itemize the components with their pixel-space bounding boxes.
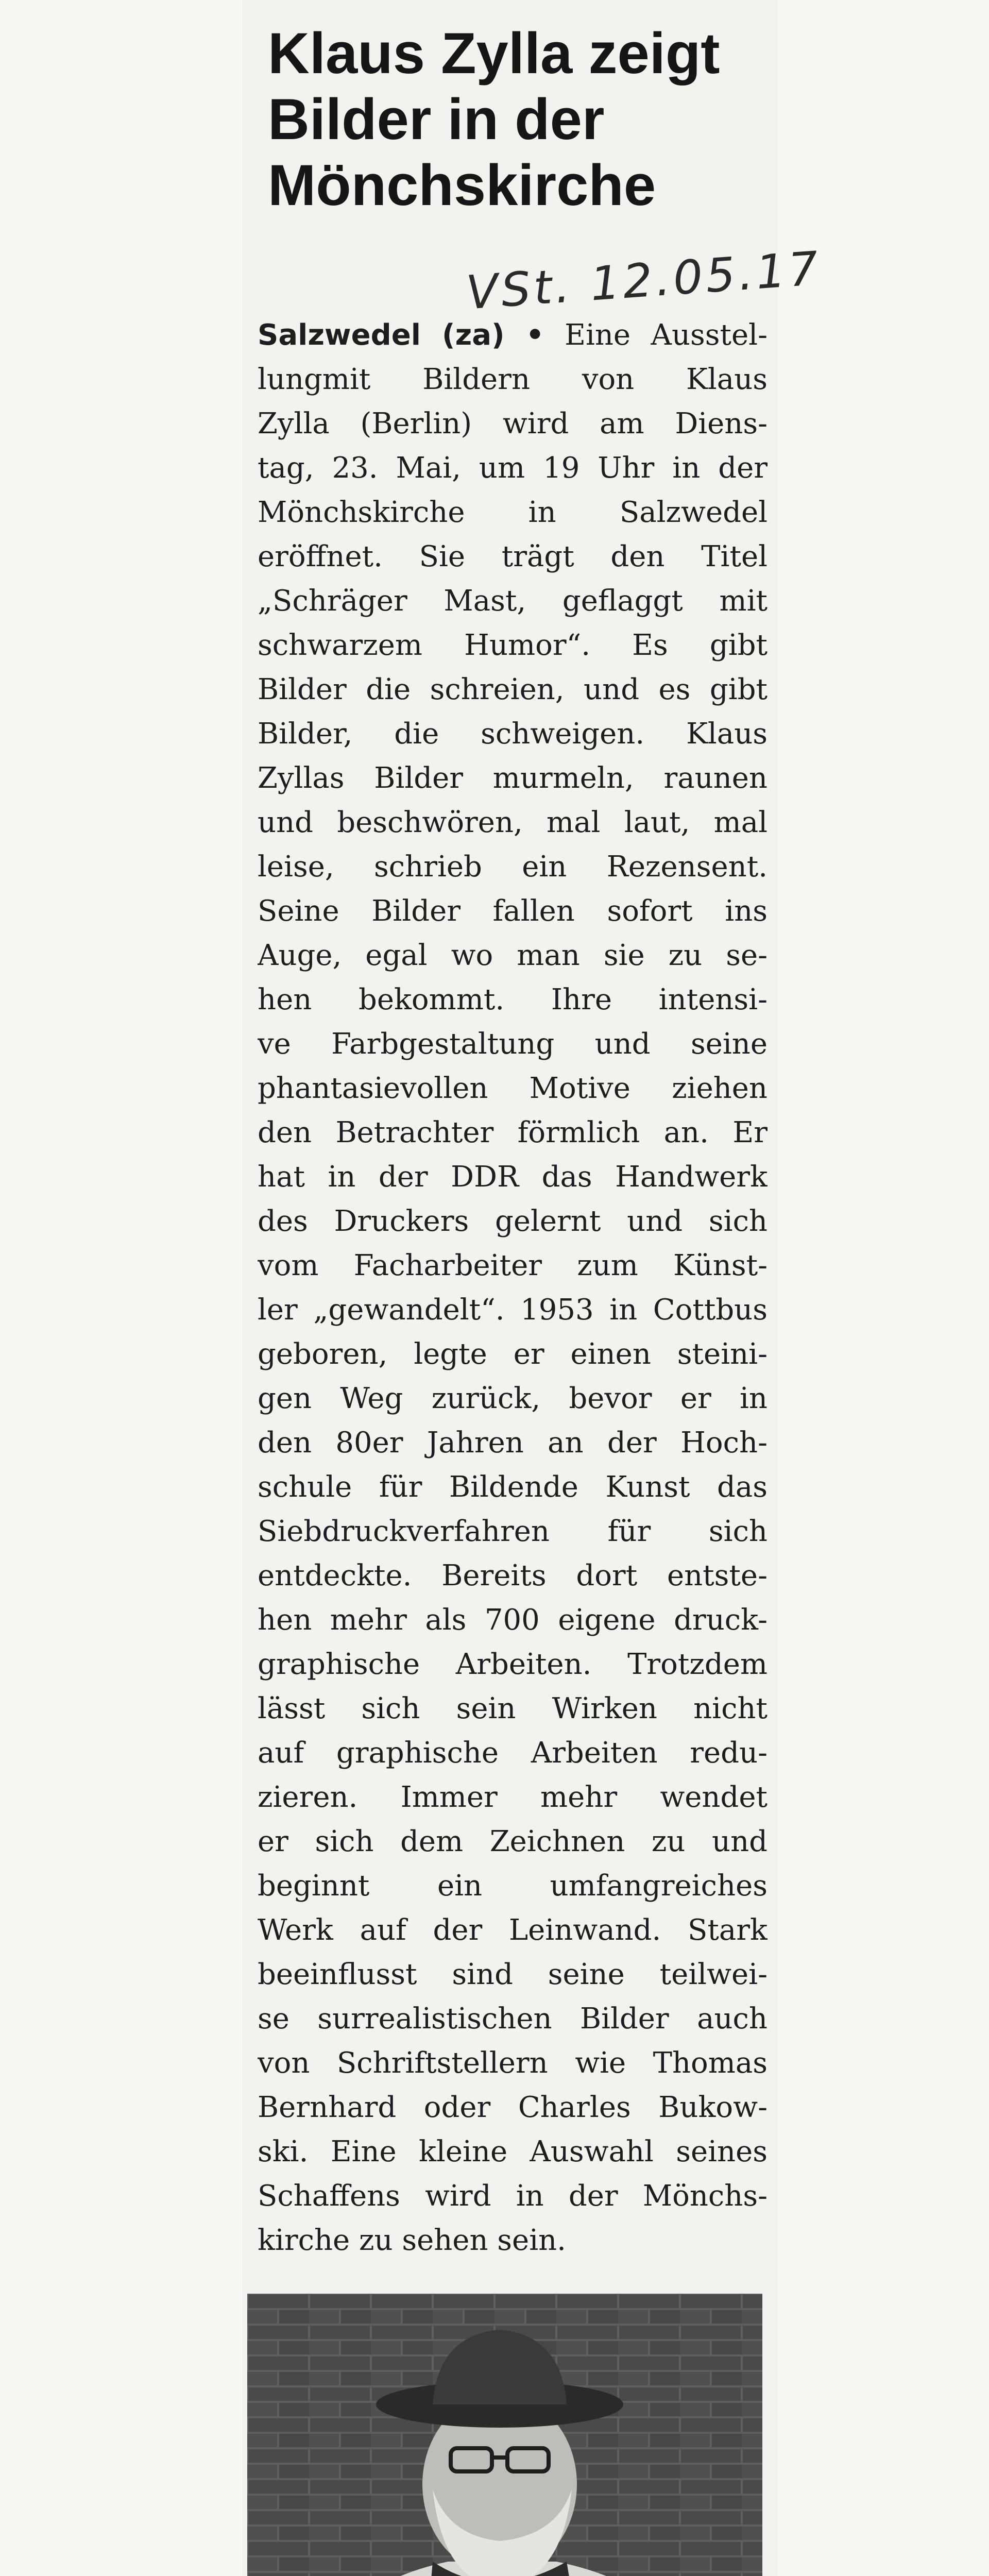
headline-line: Mönchskirche: [268, 153, 656, 217]
body-line: phantasievollen Motive ziehen: [258, 1072, 768, 1105]
body-line: er sich dem Zeichnen zu und: [258, 1825, 768, 1858]
headline: [268, 21, 762, 218]
body-line: Schaffens wird in der Mönchs-: [258, 2179, 768, 2213]
body-line: leise, schrieb ein Rezensent.: [258, 850, 768, 884]
body-line: lässt sich sein Wirken nicht: [258, 1692, 768, 1725]
body-line: den 80er Jahren an der Hoch-: [258, 1426, 768, 1460]
body-line-text: Eine Ausstel-: [544, 318, 768, 352]
body-line: Zyllas Bilder murmeln, raunen: [258, 761, 768, 795]
body-line: vom Facharbeiter zum Künst-: [258, 1249, 768, 1282]
body-line: kirche zu sehen sein.: [258, 2224, 566, 2257]
body-line: zieren. Immer mehr wendet: [258, 1781, 768, 1814]
body-line: und beschwören, mal laut, mal: [258, 806, 768, 839]
dateline: Salzwedel (za) •: [258, 318, 544, 352]
body-line: Seine Bilder fallen sofort ins: [258, 894, 768, 928]
portrait-photo: [247, 2294, 762, 2576]
headline-line: Bilder in der: [268, 87, 605, 151]
body-line: des Druckers gelernt und sich: [258, 1205, 768, 1238]
body-line: beginnt ein umfangreiches: [258, 1869, 768, 1903]
body-line: lungmit Bildern von Klaus: [258, 363, 768, 396]
body-line: Bilder, die schweigen. Klaus: [258, 717, 768, 751]
body-line: ski. Eine kleine Auswahl seines: [258, 2135, 768, 2168]
body-line: hen mehr als 700 eigene druck-: [258, 1603, 768, 1637]
portrait-illustration: [247, 2294, 762, 2576]
body-line: ve Farbgestaltung und seine: [258, 1027, 768, 1061]
body-line: auf graphische Arbeiten redu-: [258, 1736, 768, 1770]
body-line: von Schriftstellern wie Thomas: [258, 2046, 768, 2080]
body-line: Auge, egal wo man sie zu se-: [258, 939, 768, 972]
body-line: Bernhard oder Charles Bukow-: [258, 2091, 768, 2124]
body-line: gen Weg zurück, bevor er in: [258, 1382, 768, 1415]
body-line: „Schräger Mast, geflaggt mit: [258, 584, 768, 618]
body-line: eröffnet. Sie trägt den Titel: [258, 540, 768, 573]
body-line: Werk auf der Leinwand. Stark: [258, 1913, 768, 1947]
body-line: hen bekommt. Ihre intensi-: [258, 983, 768, 1016]
body-line: hat in der DDR das Handwerk: [258, 1160, 768, 1194]
body-line: graphische Arbeiten. Trotzdem: [258, 1648, 768, 1681]
body-line: entdeckte. Bereits dort entste-: [258, 1559, 768, 1592]
headline-line: Klaus Zylla zeigt: [268, 21, 720, 86]
body-line: Siebdruckverfahren für sich: [258, 1515, 768, 1548]
body-line: tag, 23. Mai, um 19 Uhr in der: [258, 451, 768, 485]
handwritten-date-note: VSt. 12.05.17: [464, 241, 823, 320]
body-line: den Betrachter förmlich an. Er: [258, 1116, 768, 1149]
body-line: Bilder die schreien, und es gibt: [258, 673, 768, 706]
body-line: ler „gewandelt“. 1953 in Cottbus: [258, 1293, 768, 1327]
body-line: Mönchskirche in Salzwedel: [258, 496, 768, 529]
body-line: beeinflusst sind seine teilwei-: [258, 1958, 768, 1991]
body-line: se surrealistischen Bilder auch: [258, 2002, 768, 2036]
body-line: [258, 313, 768, 358]
body-line: schwarzem Humor“. Es gibt: [258, 629, 768, 662]
article-body: [258, 313, 768, 2263]
body-line: schule für Bildende Kunst das: [258, 1470, 768, 1504]
body-line: geboren, legte er einen steini-: [258, 1337, 768, 1371]
body-line: Zylla (Berlin) wird am Diens-: [258, 407, 768, 440]
